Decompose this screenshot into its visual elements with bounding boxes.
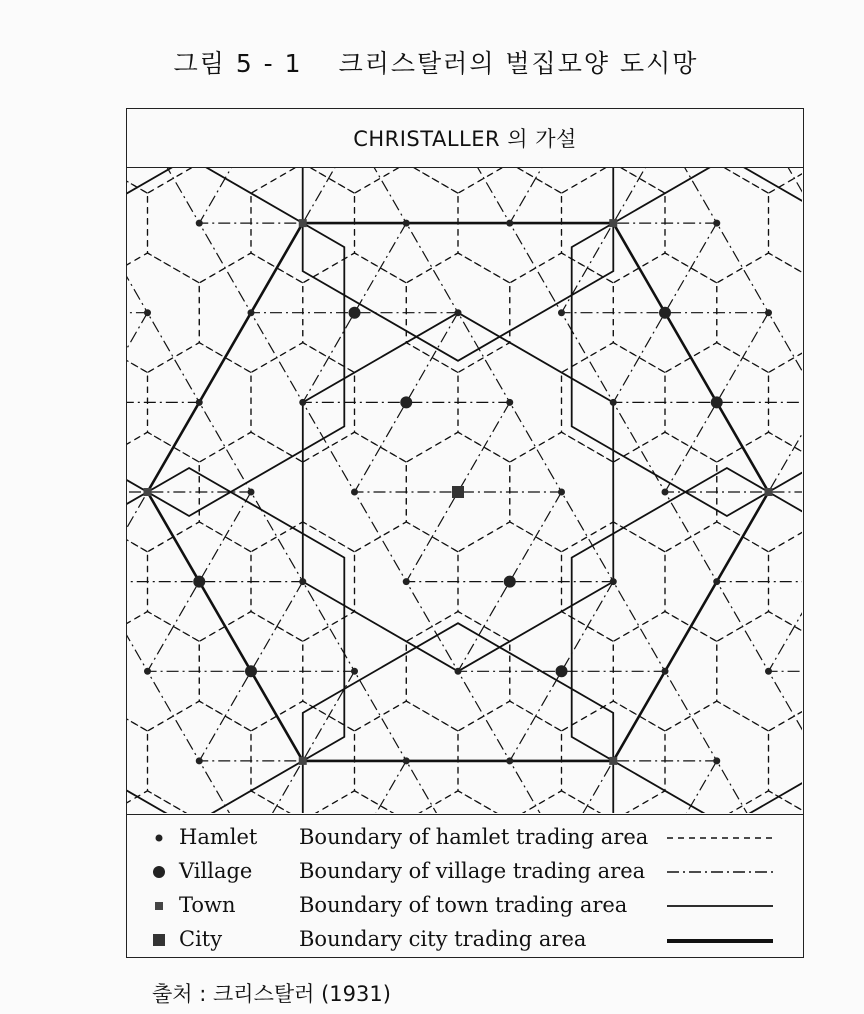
town-square-icon xyxy=(609,757,617,765)
figure-number: 그림 5 - 1 xyxy=(173,49,303,78)
hamlet-trading-area xyxy=(613,791,717,813)
hamlet-trading-area xyxy=(510,168,614,193)
hamlet-trading-area xyxy=(355,701,459,813)
hamlet-dot-icon xyxy=(196,757,203,764)
hamlet-dot-icon xyxy=(196,220,203,227)
hamlet-dot-icon xyxy=(248,309,255,316)
village-dot-icon xyxy=(349,307,361,319)
hamlet-dot-icon xyxy=(144,309,151,316)
source-citation: 출처 : 크리스탈러 (1931) xyxy=(152,982,391,1006)
village-dot-icon xyxy=(193,576,205,588)
hamlet-trading-area xyxy=(458,701,562,813)
hamlet-dot-icon xyxy=(299,399,306,406)
village-trading-area xyxy=(127,761,148,813)
hamlet-dot-icon xyxy=(351,489,358,496)
hexagonal-market-network xyxy=(127,168,802,813)
hamlet-dot-icon xyxy=(403,757,410,764)
hamlet-trading-area xyxy=(303,791,407,813)
village-dot-icon xyxy=(245,665,257,677)
legend xyxy=(127,814,803,957)
hamlet-trading-area xyxy=(127,168,148,283)
dash-dot-line-icon xyxy=(665,859,775,883)
hamlet-trading-area xyxy=(665,701,769,813)
figure-title xyxy=(0,44,864,80)
city-square-icon xyxy=(452,486,464,498)
town-square-icon xyxy=(765,488,773,496)
hamlet-dot-icon xyxy=(765,309,772,316)
legend-row-city xyxy=(127,925,803,955)
dashed-line-icon xyxy=(665,825,775,849)
hamlet-dot-icon xyxy=(662,489,669,496)
hamlet-dot-icon xyxy=(506,399,513,406)
hamlet-trading-area xyxy=(406,791,510,813)
town-trading-area xyxy=(127,168,344,516)
village-dot-icon xyxy=(504,576,516,588)
hamlet-dot-icon xyxy=(610,399,617,406)
hamlet-trading-area xyxy=(717,791,802,813)
hamlet-trading-area xyxy=(769,701,803,813)
hamlet-dot-icon xyxy=(713,757,720,764)
village-dot-icon xyxy=(711,396,723,408)
town-square-icon xyxy=(299,219,307,227)
large-square-icon xyxy=(152,933,166,947)
legend-row-hamlet xyxy=(127,823,803,853)
hamlet-dot-icon xyxy=(765,668,772,675)
village-dot-icon xyxy=(400,396,412,408)
hamlet-dot-icon xyxy=(610,578,617,585)
hamlet-trading-area xyxy=(148,701,252,813)
hamlet-dot-icon xyxy=(196,399,203,406)
village-dot-icon xyxy=(556,665,568,677)
town-trading-area xyxy=(572,168,802,516)
hamlet-dot-icon xyxy=(662,668,669,675)
hamlet-dot-icon xyxy=(248,489,255,496)
hamlet-dot-icon xyxy=(455,668,462,675)
large-dot-icon xyxy=(152,865,166,879)
hamlet-dot-icon xyxy=(558,489,565,496)
hamlet-trading-area xyxy=(127,791,199,813)
hamlet-dot-icon xyxy=(713,220,720,227)
small-square-icon xyxy=(152,899,166,913)
hamlet-dot-icon xyxy=(558,309,565,316)
legend-description: Boundary of town trading area xyxy=(299,893,628,917)
hamlet-dot-icon xyxy=(455,309,462,316)
legend-label: Town xyxy=(179,893,236,917)
legend-row-town xyxy=(127,891,803,921)
town-square-icon xyxy=(609,219,617,227)
diagram-header: CHRISTALLER 의 가설 xyxy=(127,109,803,168)
small-dot-icon xyxy=(152,831,166,845)
town-square-icon xyxy=(299,757,307,765)
legend-description: Boundary of village trading area xyxy=(299,859,646,883)
hamlet-dot-icon xyxy=(713,578,720,585)
village-trading-area xyxy=(458,168,665,223)
hamlet-dot-icon xyxy=(351,668,358,675)
legend-row-village xyxy=(127,857,803,887)
hamlet-trading-area xyxy=(406,168,510,193)
legend-description: Boundary city trading area xyxy=(299,927,587,951)
legend-label: Village xyxy=(179,859,253,883)
hamlet-dot-icon xyxy=(506,220,513,227)
hamlet-trading-area xyxy=(303,168,407,193)
legend-label: City xyxy=(179,927,223,951)
solid-thick-line-icon xyxy=(665,927,775,951)
hamlet-dot-icon xyxy=(403,578,410,585)
hamlet-dot-icon xyxy=(144,668,151,675)
figure-caption: 크리스탈러의 벌집모양 도시망 xyxy=(338,49,699,78)
legend-description: Boundary of hamlet trading area xyxy=(299,825,649,849)
hamlet-trading-area xyxy=(199,791,302,813)
hamlet-trading-area xyxy=(127,612,199,732)
town-square-icon xyxy=(144,488,152,496)
village-trading-area xyxy=(769,168,803,223)
hamlet-trading-area xyxy=(510,791,614,813)
hamlet-dot-icon xyxy=(403,220,410,227)
village-dot-icon xyxy=(659,307,671,319)
solid-thin-line-icon xyxy=(665,893,775,917)
legend-label: Hamlet xyxy=(179,825,258,849)
hamlet-dot-icon xyxy=(506,757,513,764)
diagram-frame xyxy=(126,108,804,958)
hamlet-dot-icon xyxy=(299,578,306,585)
village-trading-area xyxy=(148,168,355,223)
